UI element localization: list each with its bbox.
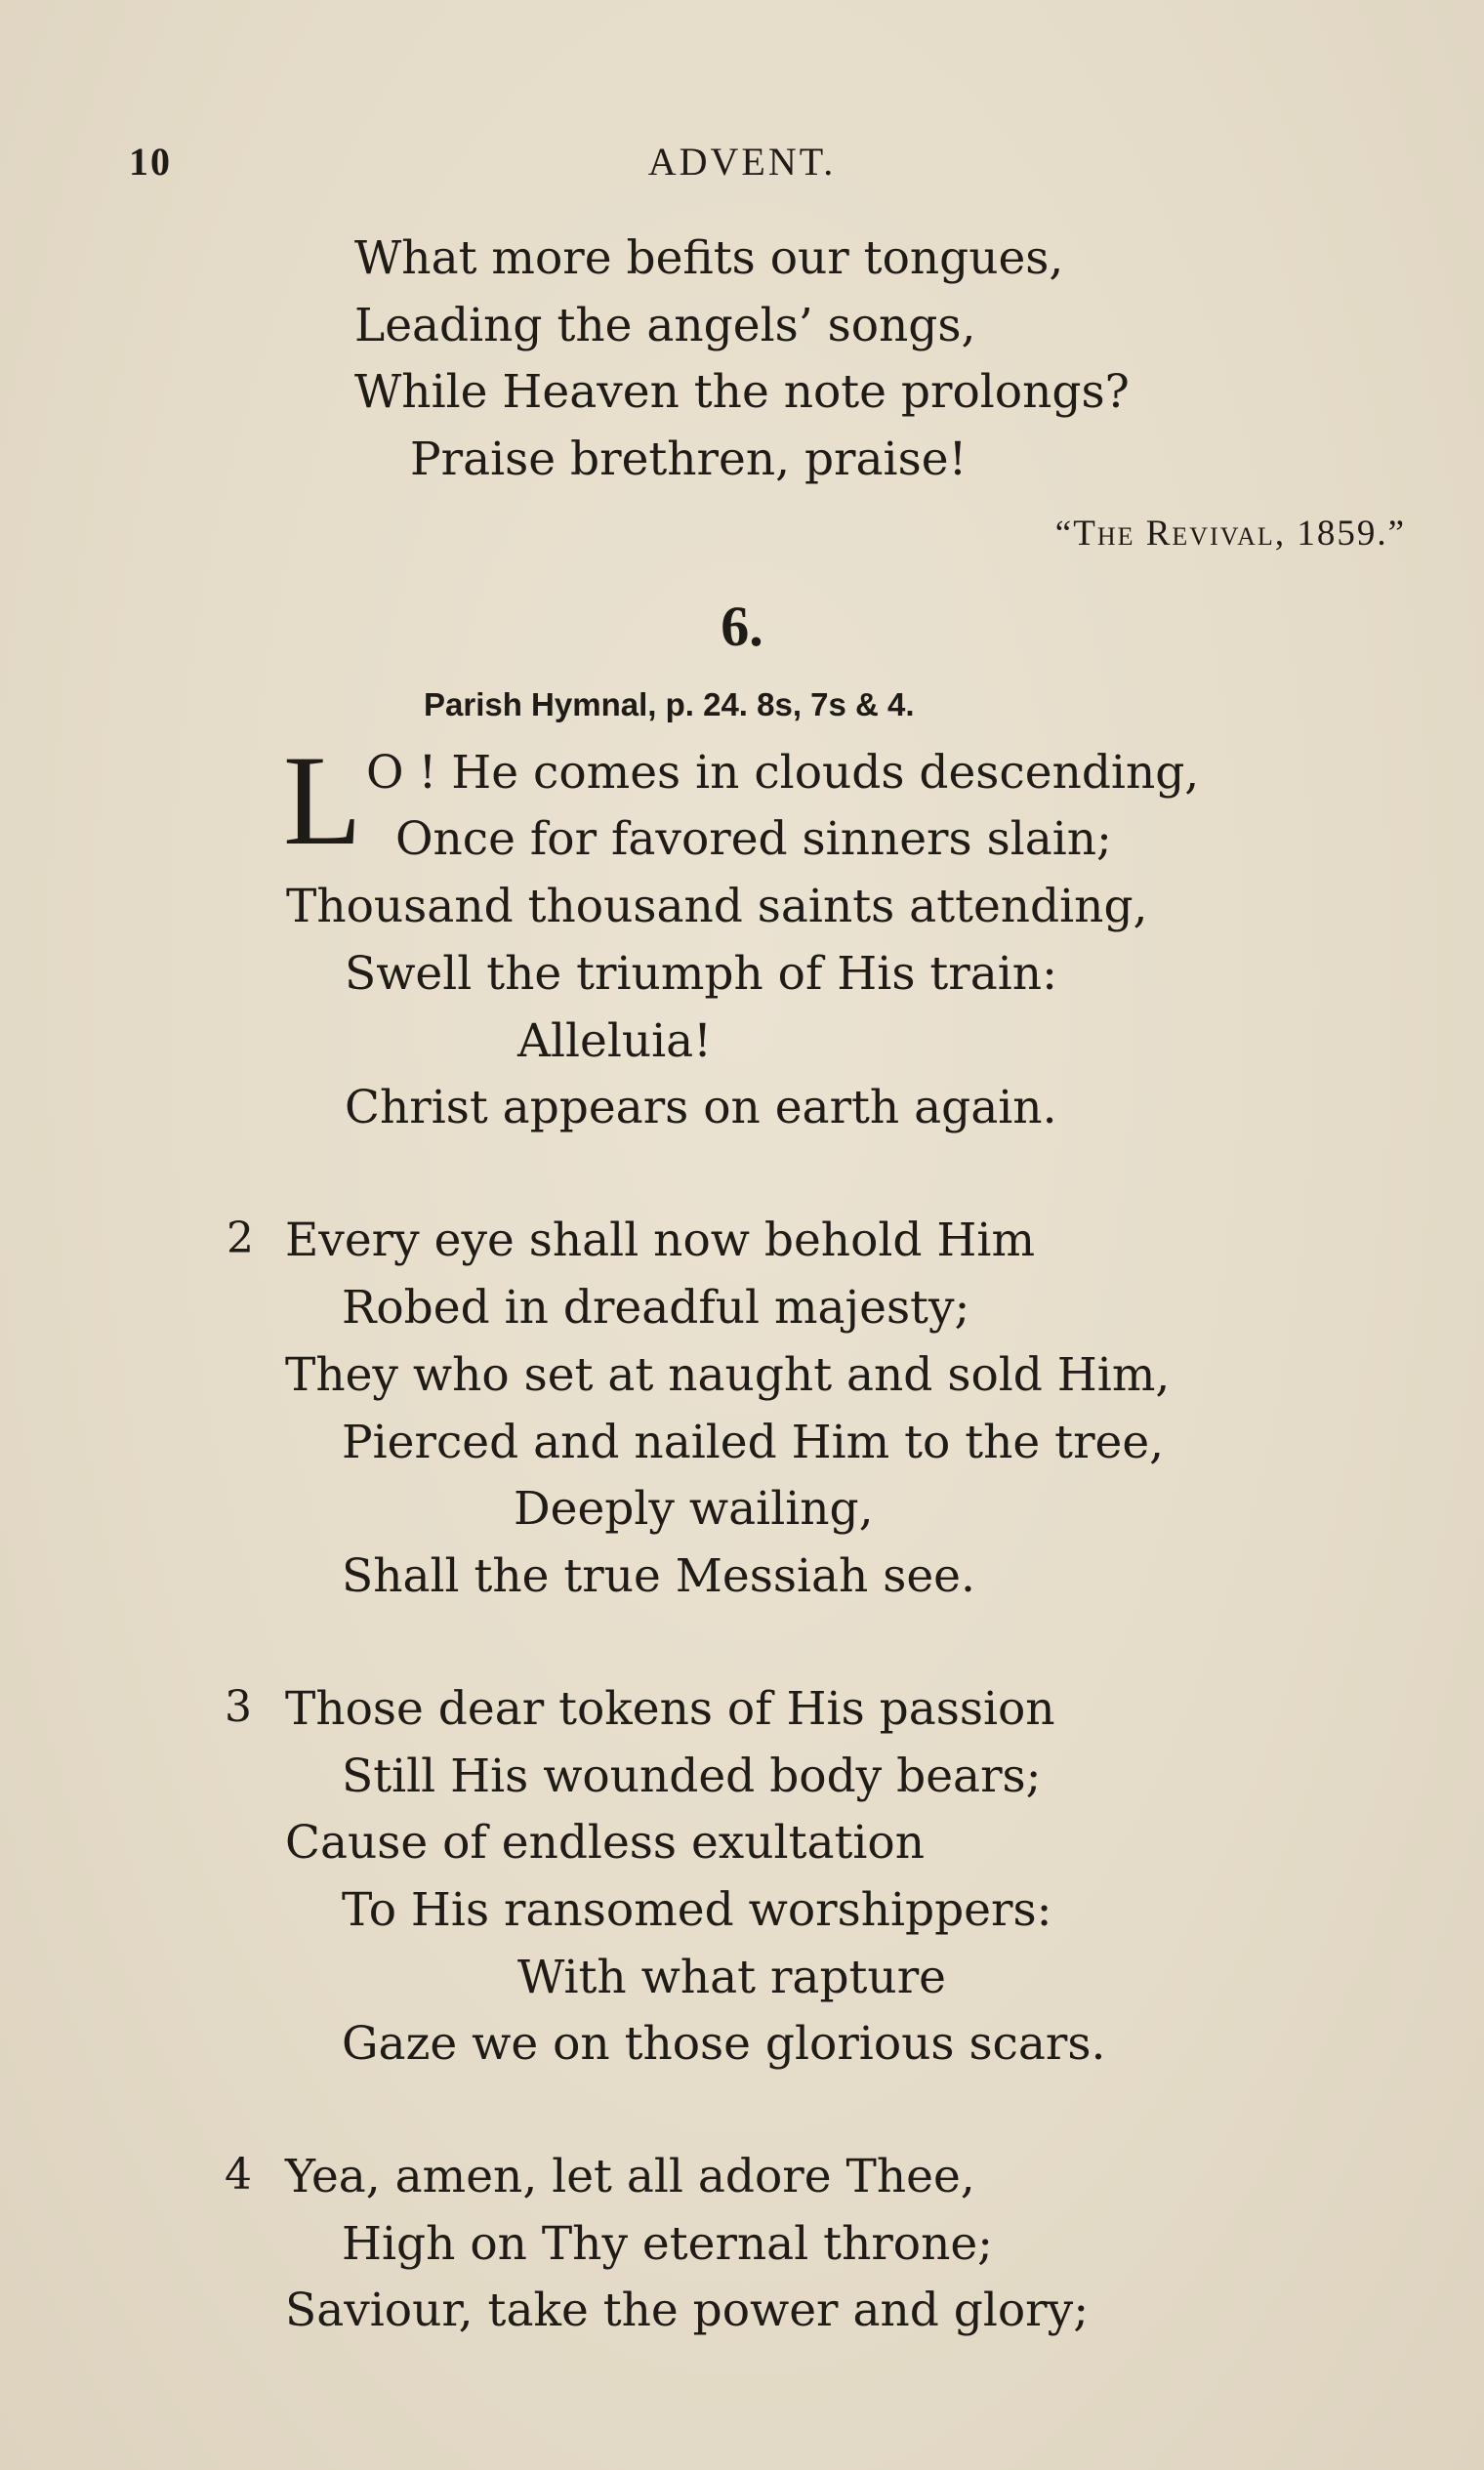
verse-line: Thousand thousand saints attending,	[286, 880, 1148, 933]
verse-line: O ! He comes in clouds descending,	[366, 746, 1200, 800]
attribution-title: The Revival	[1073, 514, 1275, 554]
verse-line: Praise brethren, praise!	[410, 432, 968, 486]
hymn-number: 6.	[721, 595, 763, 658]
verse-line: Swell the triumph of His train:	[345, 947, 1057, 1001]
verse-line: Deeply wailing,	[514, 1482, 874, 1536]
running-head: ADVENT.	[647, 140, 837, 184]
drop-cap: L	[283, 728, 362, 872]
attribution-year: , 1859.”	[1274, 514, 1406, 554]
page-number: 10	[129, 140, 172, 184]
verse-line: Yea, amen, let all adore Thee,	[285, 2150, 975, 2203]
verse-line: While Heaven the note prolongs?	[354, 365, 1130, 419]
verse-line: With what rapture	[517, 1951, 946, 2004]
verse-line: Robed in dreadful majesty;	[342, 1281, 970, 1335]
verse-line: Cause of endless exultation	[285, 1816, 925, 1870]
verse-line: Christ appears on earth again.	[345, 1081, 1057, 1134]
verse-line: What more befits our tongues,	[354, 231, 1064, 285]
verse-line: Saviour, take the power and glory;	[285, 2284, 1090, 2337]
verse-line: Those dear tokens of His passion	[285, 1682, 1055, 1736]
verse-line: Pierced and nailed Him to the tree,	[342, 1416, 1165, 1469]
verse-line: Gaze we on those glorious scars.	[342, 2017, 1106, 2071]
verse-line: They who set at naught and sold Him,	[285, 1348, 1171, 1402]
verse-line: Leading the angels’ songs,	[354, 299, 976, 352]
attribution	[1055, 513, 1406, 555]
tune-info: Parish Hymnal, p. 24. 8s, 7s & 4.	[424, 686, 915, 722]
verse-line: High on Thy eternal throne;	[342, 2217, 994, 2271]
attribution-open-quote: “	[1054, 514, 1074, 554]
verse-line: To His ransomed worshippers:	[342, 1883, 1052, 1937]
stanza-number: 3	[225, 1682, 252, 1732]
stanza-number: 2	[227, 1214, 254, 1263]
verse-line: Alleluia!	[517, 1014, 713, 1068]
verse-line: Still His wounded body bears;	[342, 1750, 1042, 1803]
stanza-number: 4	[225, 2150, 252, 2200]
verse-line: Every eye shall now behold Him	[285, 1214, 1036, 1267]
verse-line: Shall the true Messiah see.	[342, 1549, 975, 1603]
verse-line: Once for favored sinners slain;	[395, 812, 1112, 866]
